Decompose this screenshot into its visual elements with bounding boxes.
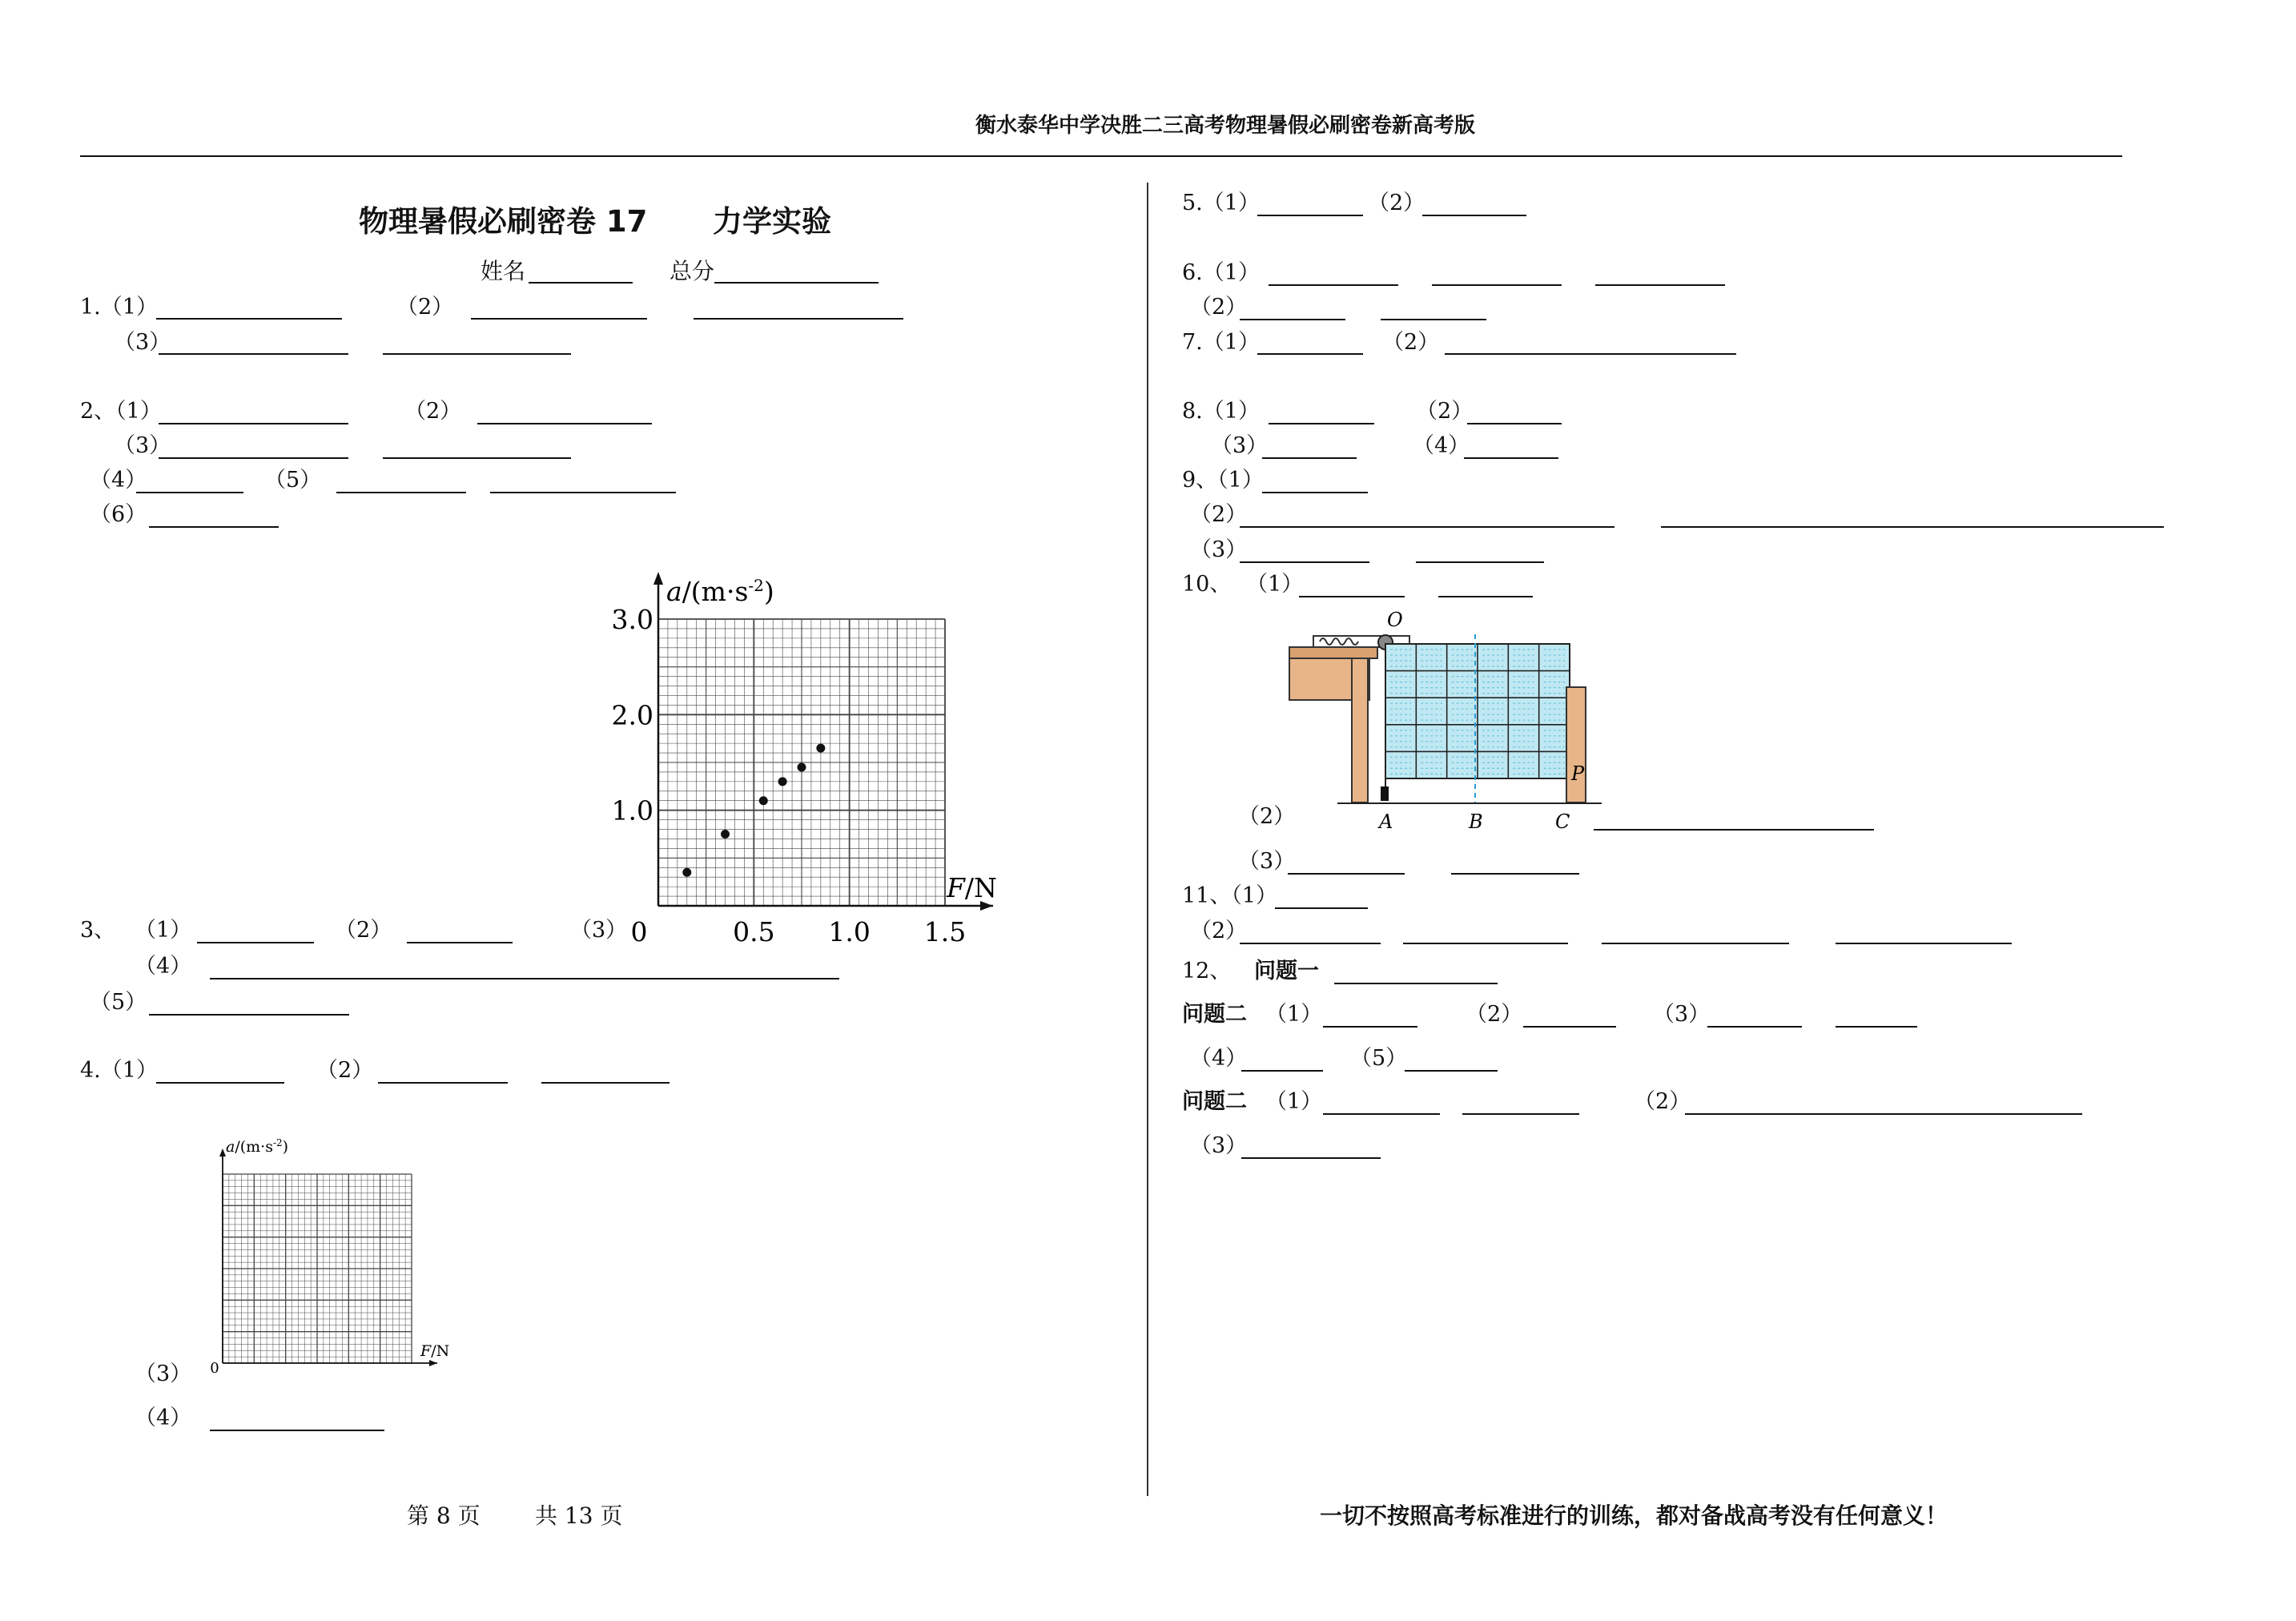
chart2-ylabel: $a/(m\cdot s^{-2})$ <box>226 1137 289 1156</box>
q6-part2-label: （2） <box>1190 295 1248 320</box>
q4-part3-label: （3） <box>135 1362 192 1386</box>
q2-part3-label: （3） <box>114 433 171 458</box>
q6-answer-3[interactable] <box>1595 284 1725 286</box>
q11-answer-4[interactable] <box>1602 943 1789 944</box>
chart1-ytick: 2.0 <box>611 699 653 731</box>
label-A: A <box>1379 810 1393 833</box>
q2-answer-5[interactable] <box>136 492 243 493</box>
q2-answer-4[interactable] <box>383 457 571 459</box>
chart1-xtick: 1.5 <box>923 916 967 947</box>
q3-answer-4[interactable] <box>210 978 839 979</box>
chart-2 <box>200 1129 464 1394</box>
q2-part6-label: （6） <box>90 502 147 527</box>
q1-answer-2[interactable] <box>471 318 647 320</box>
q6-label: 6.（1） <box>1182 260 1260 285</box>
q9-part3-label: （3） <box>1190 537 1248 562</box>
q6-answer-2[interactable] <box>1432 284 1562 286</box>
q9-answer-1[interactable] <box>1262 492 1368 493</box>
q11-answer-2[interactable] <box>1240 943 1381 944</box>
q5-part2-label: （2） <box>1368 191 1425 215</box>
chart-1 <box>593 561 1009 953</box>
q8-part4-label: （4） <box>1413 433 1470 458</box>
q1-answer-3[interactable] <box>694 318 903 320</box>
footer-total: 共 13 页 <box>535 1502 623 1529</box>
label-C: C <box>1555 810 1570 833</box>
label-O: O <box>1387 609 1403 631</box>
q2-part4-label: （4） <box>90 468 147 493</box>
chart2-grid <box>223 1174 412 1363</box>
q8-answer-2[interactable] <box>1467 423 1562 424</box>
q3-label: 3、 <box>80 918 116 943</box>
q12b-answer-6[interactable] <box>1405 1070 1498 1072</box>
q9-answer-3[interactable] <box>1661 526 2164 528</box>
chart1-xtick: 0.5 <box>733 916 775 947</box>
score-field[interactable] <box>714 282 879 284</box>
q2-label: 2、（1） <box>80 399 162 424</box>
q2-answer-3[interactable] <box>159 457 348 459</box>
label-B: B <box>1469 810 1483 833</box>
q7-answer-1[interactable] <box>1257 353 1363 355</box>
q10-label: 10、 <box>1182 572 1232 597</box>
chart1-xlabel: F/N <box>947 872 997 903</box>
q12-problem2-label: 问题二 <box>1182 1002 1247 1027</box>
q3-answer-1[interactable] <box>197 942 314 943</box>
q12c-part1-label: （1） <box>1265 1089 1323 1114</box>
q2-answer-2[interactable] <box>477 423 652 424</box>
score-label: 总分 <box>669 258 715 284</box>
chart1-ylabel: $a/(m\cdot s^{-2})$ <box>666 576 774 607</box>
header-rule <box>80 155 2122 157</box>
q5-label: 5.（1） <box>1182 191 1260 215</box>
q8-answer-1[interactable] <box>1269 423 1374 424</box>
footer-motto: 一切不按照高考标准进行的训练，都对备战高考没有任何意义！ <box>1320 1502 1948 1529</box>
q3-part1-label: （1） <box>135 918 192 943</box>
q5-answer-2[interactable] <box>1422 215 1526 216</box>
q12c-answer-3[interactable] <box>1685 1113 2082 1115</box>
q1-label: 1.（1） <box>80 295 158 320</box>
q5-answer-1[interactable] <box>1257 215 1363 216</box>
q1-part3-label: （3） <box>114 330 171 355</box>
chart1-ytick: 3.0 <box>611 604 653 635</box>
table-top <box>1289 647 1377 658</box>
q6-answer-4[interactable] <box>1240 319 1345 320</box>
q4-label: 4.（1） <box>80 1058 158 1083</box>
q12b-answer-5[interactable] <box>1241 1070 1323 1072</box>
q12c-part2-label: （2） <box>1634 1089 1691 1114</box>
q8-part2-label: （2） <box>1416 399 1474 424</box>
q12b-answer-3[interactable] <box>1707 1026 1802 1028</box>
q1-part2-label: （2） <box>396 295 454 320</box>
q9-label: 9、（1） <box>1182 468 1264 493</box>
q11-part2-label: （2） <box>1190 919 1248 943</box>
chart1-point <box>721 830 730 839</box>
q12b-answer-1[interactable] <box>1323 1026 1417 1028</box>
chart2-xlabel: F/N <box>420 1342 450 1360</box>
q12-problem2b-label: 问题二 <box>1182 1089 1247 1114</box>
paper-subtitle: 力学实验 <box>713 204 831 239</box>
q12b-part1-label: （1） <box>1265 1002 1323 1027</box>
chart1-point <box>759 796 768 805</box>
weight <box>1381 786 1389 801</box>
q9-answer-5[interactable] <box>1416 561 1544 563</box>
q4-part4-label: （4） <box>135 1406 192 1430</box>
q3-part3-label: （3） <box>570 918 628 943</box>
q10-answer-4[interactable] <box>1288 873 1405 875</box>
q12c-part3-label: （3） <box>1190 1133 1248 1158</box>
q12b-answer-4[interactable] <box>1836 1026 1917 1028</box>
q8-label: 8.（1） <box>1182 399 1260 424</box>
q12b-part4-label: （4） <box>1190 1046 1248 1071</box>
q2-part5-label: （5） <box>264 468 322 493</box>
name-field[interactable] <box>529 282 633 284</box>
q12c-answer-1[interactable] <box>1323 1113 1440 1115</box>
q9-answer-2[interactable] <box>1240 526 1614 528</box>
q10-part2-label: （2） <box>1238 804 1296 829</box>
header-title: 衡水泰华中学决胜二三高考物理暑假必刷密卷新高考版 <box>975 114 1476 138</box>
q3-part4-label: （4） <box>135 954 192 979</box>
q12b-part5-label: （5） <box>1350 1046 1408 1071</box>
q4-part2-label: （2） <box>316 1058 374 1083</box>
q12-problem1-label: 问题一 <box>1254 959 1319 983</box>
chart1-xtick: 1.0 <box>828 916 871 947</box>
q2-answer-1[interactable] <box>159 423 348 424</box>
q9-answer-4[interactable] <box>1240 561 1369 563</box>
q2-part2-label: （2） <box>404 399 462 424</box>
q6-answer-1[interactable] <box>1269 284 1398 286</box>
q3-answer-5[interactable] <box>149 1014 349 1016</box>
chart2-axes <box>210 1148 437 1377</box>
q11-answer-1[interactable] <box>1275 907 1368 909</box>
chart1-point <box>798 762 806 771</box>
q4-answer-4[interactable] <box>210 1430 384 1431</box>
q7-label: 7.（1） <box>1182 330 1260 355</box>
figure-10-apparatus <box>1281 609 1618 833</box>
q12-answer-1[interactable] <box>1334 983 1498 984</box>
paper-title: 物理暑假必刷密卷 17 <box>359 204 648 239</box>
chart1-point <box>778 777 787 786</box>
q3-answer-2[interactable] <box>407 942 513 943</box>
q11-answer-3[interactable] <box>1403 943 1568 944</box>
q3-part5-label: （5） <box>90 990 147 1015</box>
chart1-axes <box>612 572 993 947</box>
q8-part3-label: （3） <box>1211 433 1269 458</box>
q10-part3-label: （3） <box>1238 849 1296 874</box>
q8-answer-3[interactable] <box>1262 457 1357 459</box>
q4-answer-3[interactable] <box>541 1082 669 1084</box>
q4-answer-1[interactable] <box>156 1082 284 1084</box>
q12c-answer-2[interactable] <box>1462 1113 1579 1115</box>
q10-answer-5[interactable] <box>1451 873 1579 875</box>
chart2-origin: 0 <box>210 1360 219 1377</box>
chart1-ytick: 1.0 <box>611 794 653 827</box>
q3-part2-label: （2） <box>335 918 392 943</box>
q8-answer-4[interactable] <box>1464 457 1558 459</box>
chart1-grid <box>658 619 945 906</box>
q2-answer-8[interactable] <box>149 526 279 528</box>
q6-answer-5[interactable] <box>1381 319 1486 320</box>
footer-page: 第 8 页 <box>407 1502 481 1529</box>
table-leg <box>1352 658 1368 802</box>
chart1-point <box>682 868 691 877</box>
label-P: P <box>1571 762 1585 785</box>
q12b-answer-2[interactable] <box>1523 1026 1616 1028</box>
q10-answer-1[interactable] <box>1299 596 1405 597</box>
q7-answer-2[interactable] <box>1445 353 1736 355</box>
q10-part1-label: （1） <box>1246 572 1304 597</box>
chart1-origin: 0 <box>630 916 648 947</box>
q12b-part2-label: （2） <box>1466 1002 1523 1027</box>
right-post <box>1566 687 1586 802</box>
q12c-answer-4[interactable] <box>1241 1157 1381 1159</box>
column-divider <box>1147 183 1148 1496</box>
name-label: 姓名 <box>481 258 526 284</box>
q10-answer-2[interactable] <box>1438 596 1533 597</box>
q12b-part3-label: （3） <box>1653 1002 1711 1027</box>
q1-answer-1[interactable] <box>156 318 342 320</box>
q1-answer-4[interactable] <box>159 353 348 355</box>
q1-answer-5[interactable] <box>383 353 571 355</box>
q11-answer-5[interactable] <box>1836 943 2012 944</box>
q9-part2-label: （2） <box>1190 502 1248 527</box>
q2-answer-7[interactable] <box>490 492 676 493</box>
q11-label: 11、（1） <box>1182 883 1278 908</box>
q7-part2-label: （2） <box>1382 330 1440 355</box>
q2-answer-6[interactable] <box>336 492 466 493</box>
chart1-point <box>816 744 825 753</box>
q10-answer-3[interactable] <box>1594 829 1874 831</box>
q12-label: 12、 <box>1182 959 1232 983</box>
q4-answer-2[interactable] <box>378 1082 508 1084</box>
